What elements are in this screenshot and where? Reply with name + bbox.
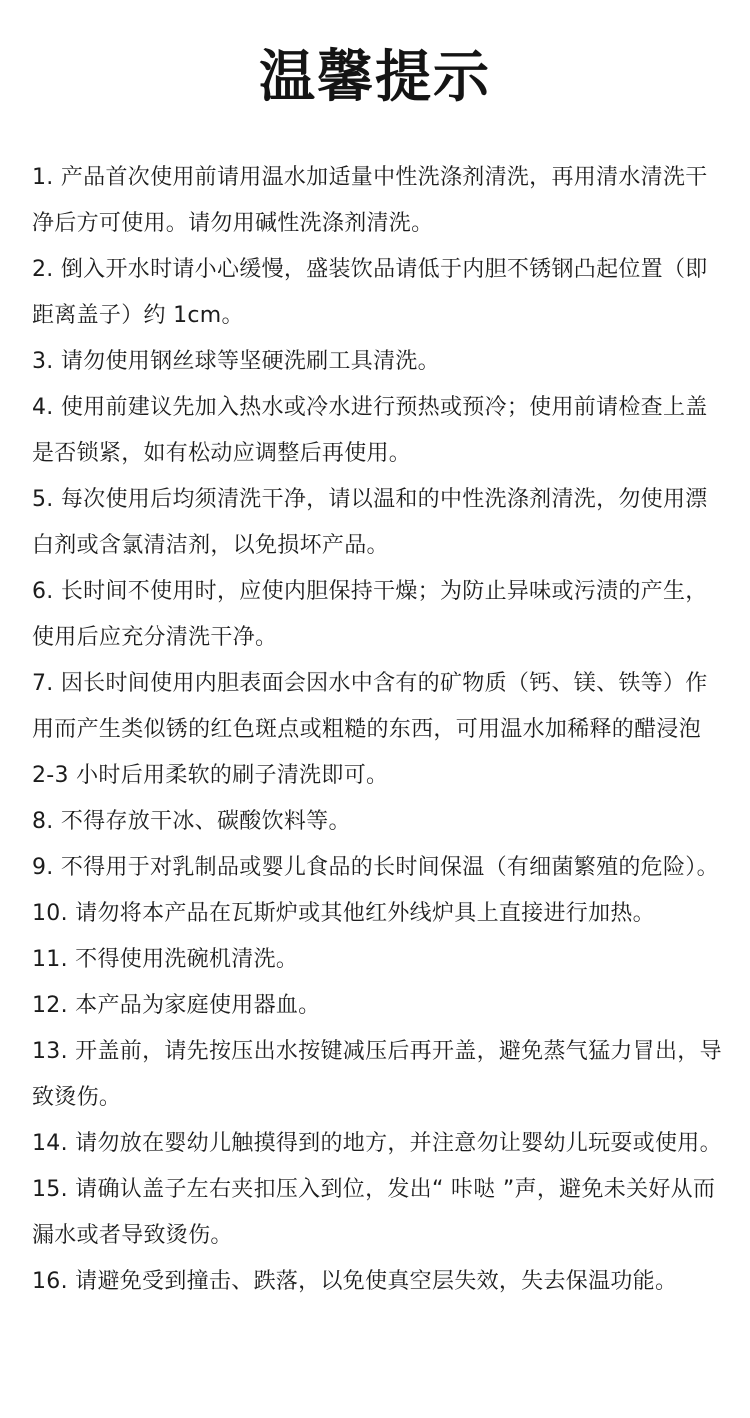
page-title: 温馨提示	[259, 45, 491, 110]
note-item-2: 2. 倒入开水时请小心缓慢，盛装饮品请低于内胆不锈钢凸起位置（即距离盖子）约 1cm。	[32, 257, 708, 328]
note-item-7: 7. 因长时间使用内胆表面会因水中含有的矿物质（钙、镁、铁等）作用而产生类似锈的红色斑点或粗糙的东西，可用温水加稀释的醋浸泡 2-3 小时后用柔软的刷子清洗即可。	[32, 671, 708, 788]
note-item-10: 10. 请勿将本产品在瓦斯炉或其他红外线炉具上直接进行加热。	[32, 901, 655, 926]
note-item-16: 16. 请避免受到撞击、跌落，以免使真空层失效，失去保温功能。	[32, 1269, 678, 1294]
note-item-6: 6. 长时间不使用时，应使内胆保持干燥；为防止异味或污渍的产生，使用后应充分清洗干净。	[32, 579, 708, 650]
note-item-5: 5. 每次使用后均须清洗干净，请以温和的中性洗涤剂清洗，勿使用漂白剂或含氯清洁剂，以免损坏产品。	[32, 487, 708, 558]
note-item-1: 1. 产品首次使用前请用温水加适量中性洗涤剂清洗，再用清水清洗干净后方可使用。请勿用碱性洗涤剂清洗。	[32, 165, 708, 236]
note-item-8: 8. 不得存放干冰、碳酸饮料等。	[32, 809, 351, 834]
note-item-13: 13. 开盖前，请先按压出水按键减压后再开盖，避免蒸气猛力冒出，导致烫伤。	[32, 1039, 722, 1110]
note-item-4: 4. 使用前建议先加入热水或冷水进行预热或预冷；使用前请检查上盖是否锁紧，如有松动应调整后再使用。	[32, 395, 708, 466]
note-item-12: 12. 本产品为家庭使用器血。	[32, 993, 321, 1018]
note-item-14: 14. 请勿放在婴幼儿触摸得到的地方，并注意勿让婴幼儿玩耍或使用。	[32, 1131, 722, 1156]
note-item-9: 9. 不得用于对乳制品或婴儿食品的长时间保温（有细菌繁殖的危险）。	[32, 855, 719, 880]
note-item-3: 3. 请勿使用钢丝球等坚硬洗刷工具清洗。	[32, 349, 440, 374]
note-item-11: 11. 不得使用洗碗机清洗。	[32, 947, 299, 972]
notes-list	[32, 155, 722, 1305]
note-item-15: 15. 请确认盖子左右夹扣压入到位，发出“ 咔哒 ”声，避免未关好从而漏水或者导致烫伤。	[32, 1177, 716, 1248]
